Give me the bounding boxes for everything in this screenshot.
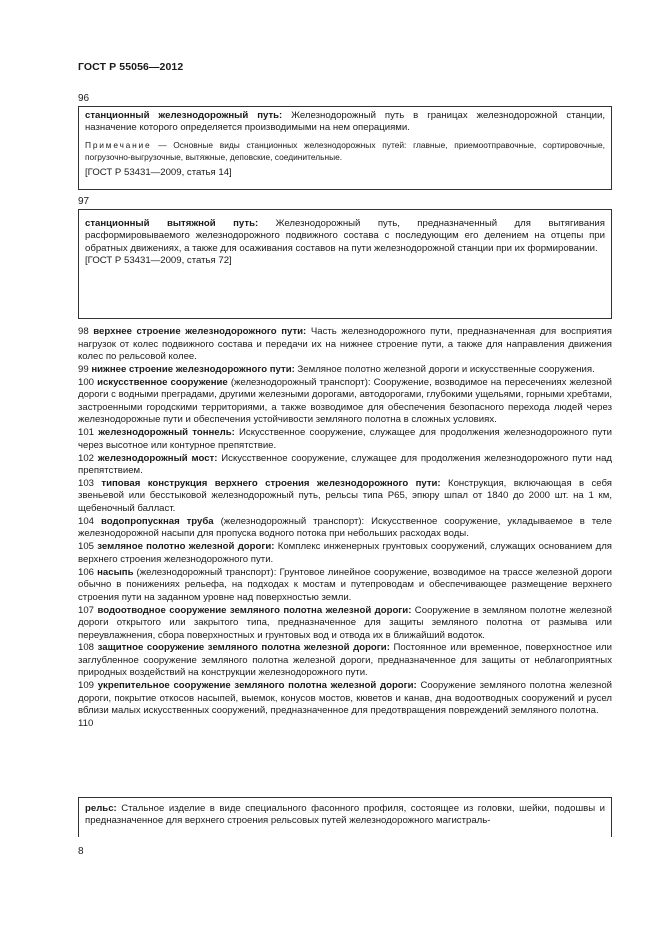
term-entry: 104 водопропускная труба (железнодорожный транспорт): Искусственное сооружение, укладываемое в теле железнодорожной насыпи для пропуска водного потока при небольших расходах воды.	[78, 515, 613, 540]
definition-box-110	[78, 797, 612, 837]
definition-96	[85, 110, 605, 135]
entry-number-110: 110	[78, 718, 94, 730]
term-entry: 108 защитное сооружение земляного полотна железной дороги: Постоянное или временное, поверхностное или заглубленное сооружение земляного полотна железной дороги, предназначенное для защиты от неблагоприятных природных воздействий на конструкции железнодорожного пути.	[78, 642, 612, 679]
definition-box-97	[78, 209, 612, 319]
definition-box-96	[78, 106, 612, 190]
term-entry: 106 насыпь (железнодорожный транспорт): Грунтовое линейное сооружение, возводимое на трассе железной дороги обычно в понижениях рельефа, на подходах к мостам и путепроводам и обеспечивающее размещение верхнего строения пути на заданном уровне над поверхностью земли.	[78, 566, 612, 603]
document-page	[78, 0, 614, 936]
entry-number-97: 97	[78, 196, 90, 207]
definition-text-96: Железнодорожный путь в границах железнодорожной станции, назначение которого определяется производимыми на нем операциями.	[85, 110, 605, 134]
note-text-96: — Основные виды станционных железнодорожных путей: главные, приемоотправочные, сортировочные, погрузочно-выгрузочные, вытяжные, деповские, соединительные.	[85, 139, 605, 162]
entry-number-96: 96	[78, 93, 90, 104]
term-entry: 98 верхнее строение железнодорожного пути: Часть железнодорожного пути, предназначенная для восприятия нагрузок от колес подвижного состава и передачи их на нижнее строение пути, а также для направления движения колес по рельсовой колее.	[78, 326, 612, 362]
terms-list	[78, 326, 612, 731]
term-entry: 101 железнодорожный тоннель: Искусственное сооружение, служащее для продолжения железнодорожного пути через высотное или контурное препятствие.	[78, 427, 612, 451]
note-label: Примечание	[85, 139, 152, 150]
definition-97	[85, 218, 605, 255]
definition-text-110: Стальное изделие в виде специального фасонного профиля, состоящее из головки, шейки, подошвы и предназначенное для верхнего строения рельсовых путей железнодорожного магистраль-	[85, 803, 605, 827]
term-entry: 99 нижнее строение железнодорожного пути: Земляное полотно железной дороги и искусственные сооружения.	[78, 363, 595, 375]
note-96	[85, 139, 605, 163]
term-96: станционный железнодорожный путь:	[85, 110, 283, 121]
term-97: станционный вытяжной путь:	[85, 218, 259, 229]
term-entry: 100 искусственное сооружение (железнодорожный транспорт): Сооружение, возводимое на пересечениях железной дороги с водными преградами, другими железными дорогами, автодорогами, глубокими ущельями, горными хребтами, застроенными городскими территориями, а также возводимое для обеспечения безопасного перехода людей через железнодорожные пути и обеспечения устойчивости земляного полотна в сложных условиях.	[78, 376, 613, 426]
term-entry: 102 железнодорожный мост: Искусственное сооружение, служащее для продолжения железнодорожного пути над препятствием.	[78, 452, 612, 477]
source-ref-97: [ГОСТ Р 53431—2009, статья 72]	[85, 255, 232, 267]
term-entry: 105 земляное полотно железной дороги: Комплекс инженерных грунтовых сооружений, служащих основанием для верхнего строения железнодорожного пути.	[78, 541, 612, 565]
page-number: 8	[78, 846, 84, 857]
term-entry: 109 укрепительное сооружение земляного полотна железной дороги: Сооружение земляного полотна железной дороги, покрытие откосов насыпей, выемок, конусов мостов, кюветов и канав, дна водоотводных сооружений и русел вблизи малых искусственных сооружений, предназначенное для предотвращения повреждений земляного полотна.	[78, 680, 613, 717]
term-110: рельс:	[85, 803, 117, 814]
term-entry: 107 водоотводное сооружение земляного полотна железной дороги: Сооружение в земляном полотне железной дороги открытого или закрытого типа, предназначенное для защиты земляного полотна от размыва или переувлажнения, сбора поверхностных и грунтовых вод и отвода их в ближайший водоток.	[78, 604, 612, 641]
definition-110	[85, 803, 605, 828]
definition-text-97: Железнодорожный путь, предназначенный для вытягивания расформировываемого железнодорожного подвижного состава с последующим его делением на отцепы при обратных движениях, а также для осаживания составов на пути железнодорожной станции при их формировании.	[85, 218, 605, 254]
term-entry: 103 типовая конструкция верхнего строения железнодорожного пути: Конструкция, включающая в себя звеньевой или бесстыковой железнодорожный путь, рельсы типа Р65, эпюру шпал от 1840 до 2000 шт. на 1 км, щебеночный балласт.	[78, 477, 612, 514]
source-ref-96: [ГОСТ Р 53431—2009, статья 14]	[85, 166, 232, 178]
standard-header: ГОСТ Р 55056—2012	[78, 61, 184, 73]
